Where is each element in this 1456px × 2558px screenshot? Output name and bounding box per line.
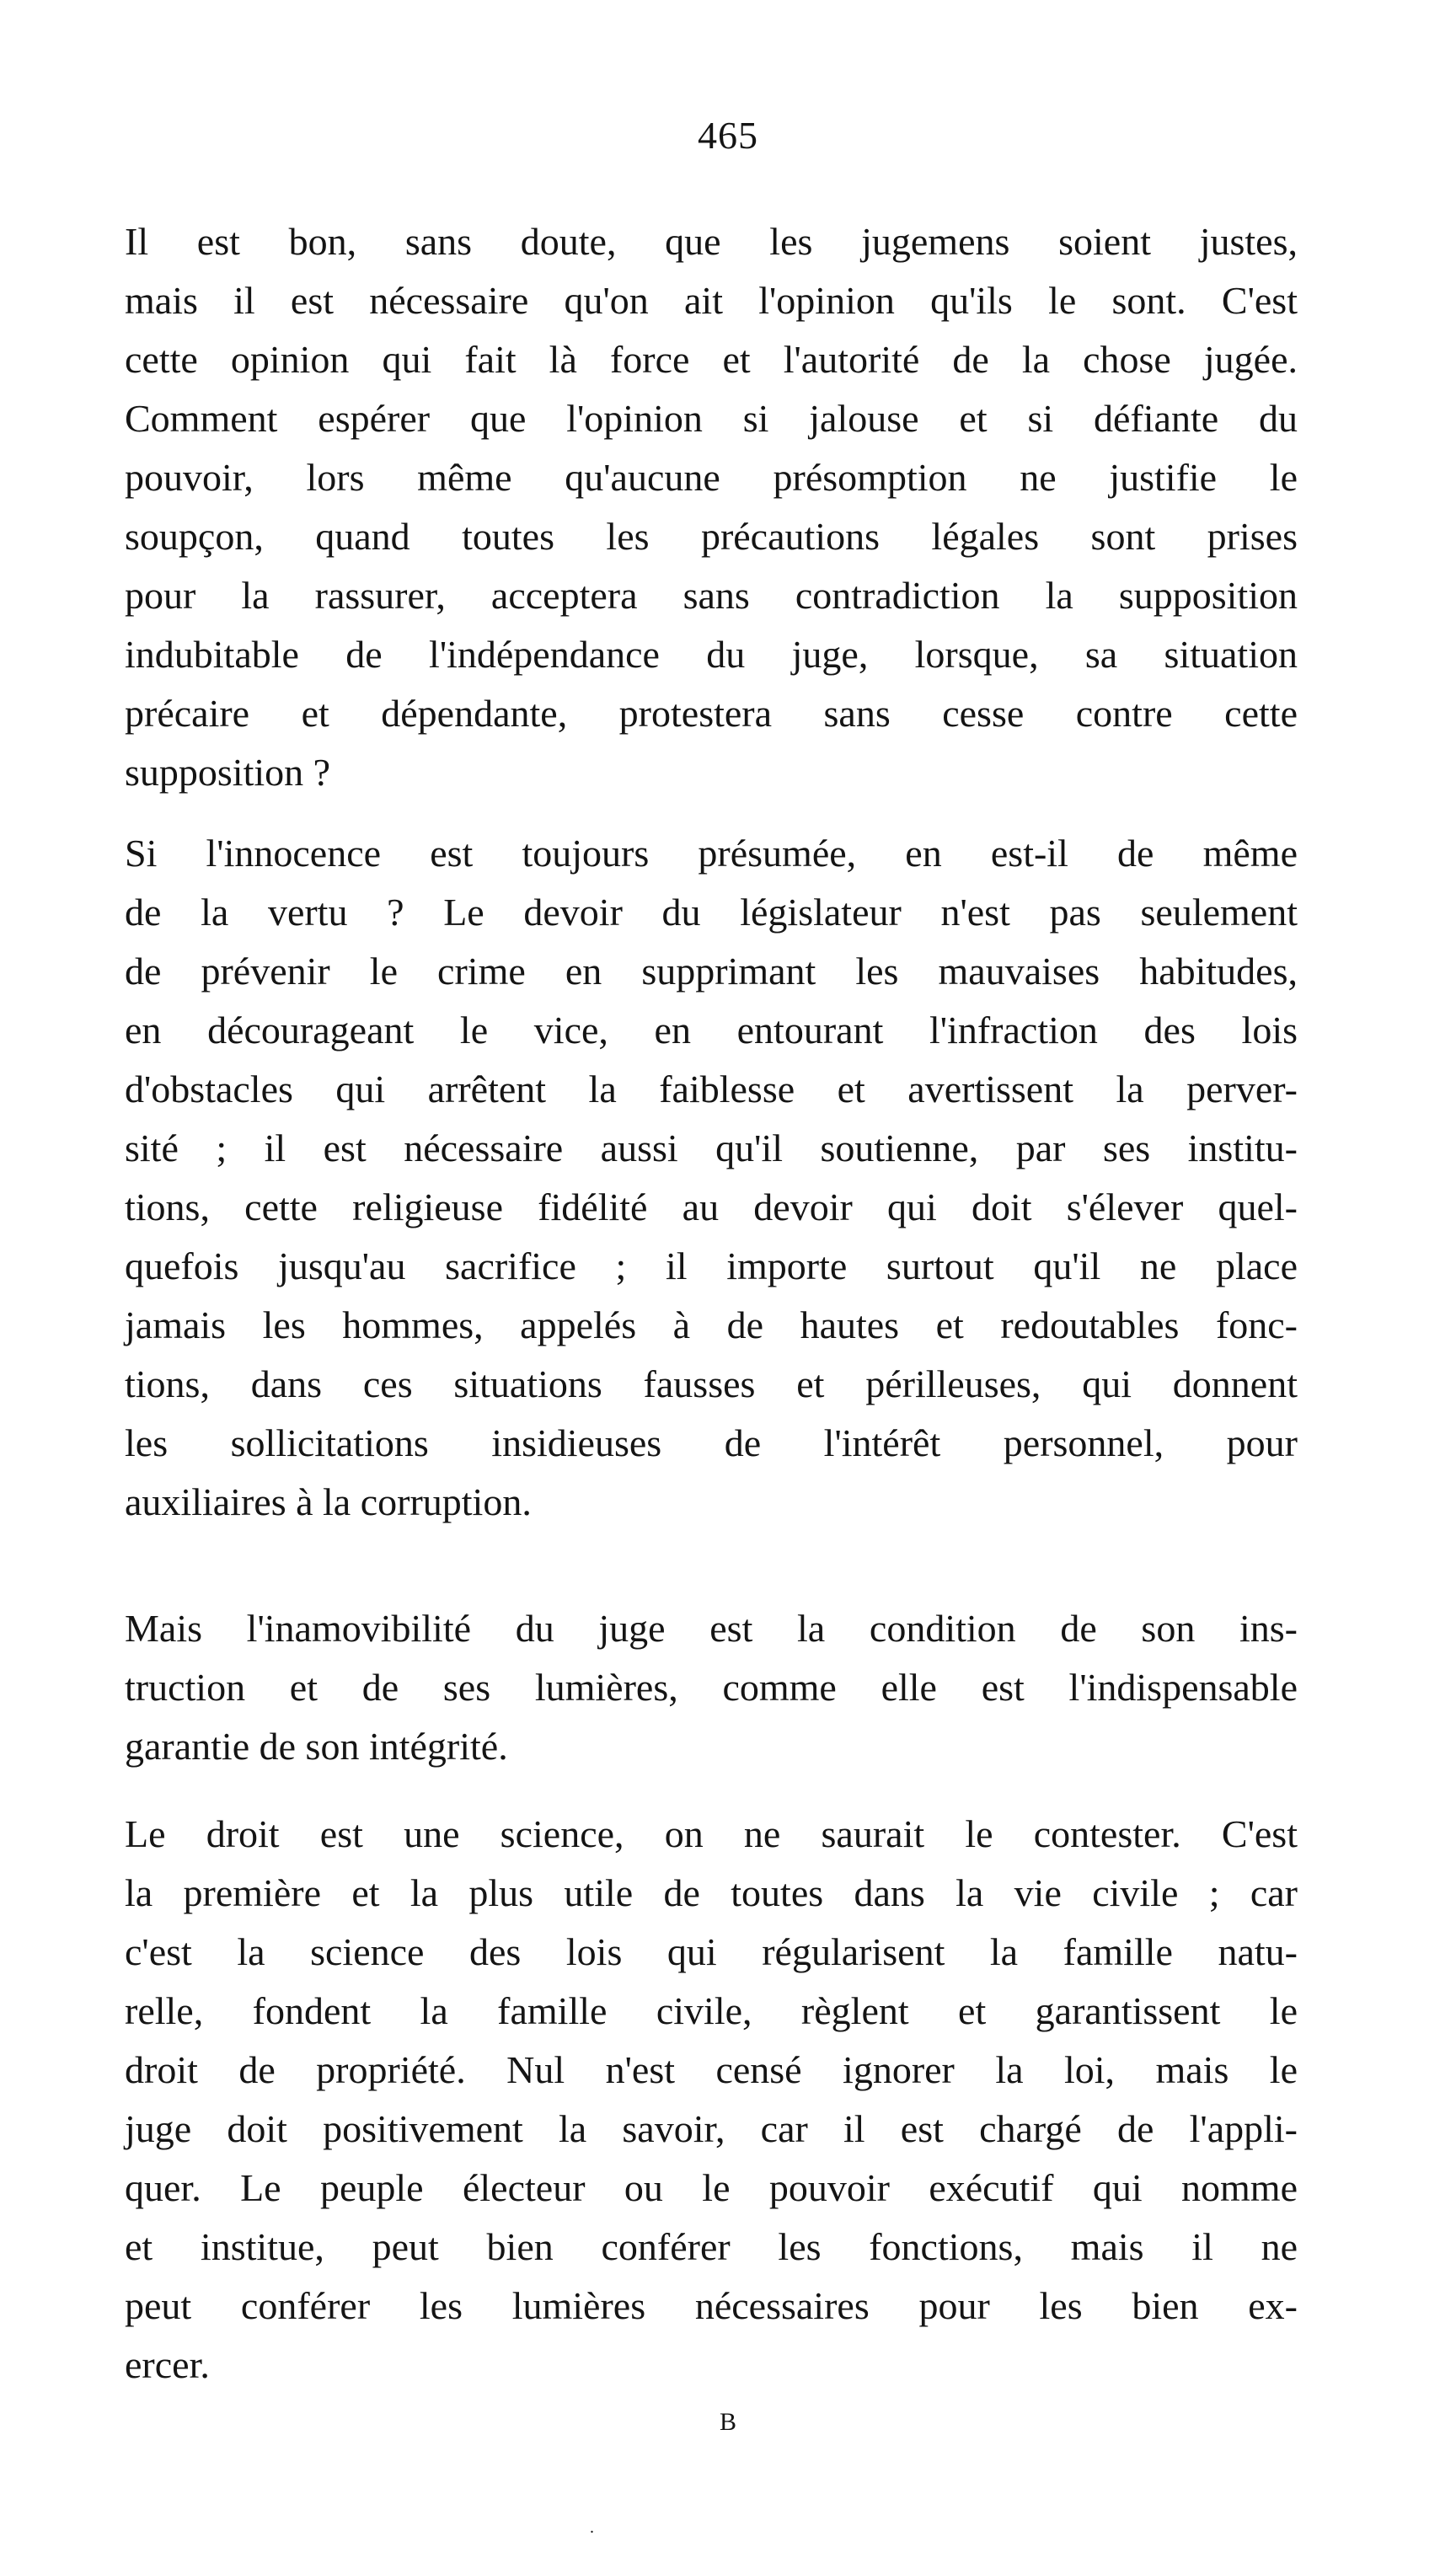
text-line: juge doit positivement la savoir, car il est chargé de l'appli- [125,2107,1298,2150]
text-line: Il est bon, sans doute, que les jugemens soient justes, [125,220,1298,263]
text-line: jamais les hommes, appelés à de hautes et redoutables fonc- [125,1303,1298,1346]
text-line: peut conférer les lumières nécessaires pour les bien ex- [125,2284,1298,2327]
text-line: cette opinion qui fait là force et l'autorité de la chose jugée. [125,338,1298,381]
text-line: quefois jusqu'au sacrifice ; il importe surtout qu'il ne place [125,1244,1298,1287]
text-line: pouvoir, lors même qu'aucune présomption ne justifie le [125,456,1298,499]
text-line: soupçon, quand toutes les précautions légales sont prises [125,515,1298,558]
text-line: de prévenir le crime en supprimant les mauvaises habitudes, [125,950,1298,993]
text-line: Le droit est une science, on ne saurait le contester. C'est [125,1812,1298,1855]
paragraph-2 [125,824,1298,1532]
text-line: truction et de ses lumières, comme elle est l'indispensable [125,1666,1298,1709]
text-line: pour la rassurer, acceptera sans contradiction la supposition [125,574,1298,617]
ink-speck: . [590,2518,594,2537]
text-line: relle, fondent la famille civile, règlent et garantissent le [125,1989,1298,2032]
text-line: indubitable de l'indépendance du juge, lorsque, sa situation [125,633,1298,676]
signature-mark: B [719,2408,736,2436]
text-line: garantie de son intégrité. [125,1725,508,1768]
text-line: Si l'innocence est toujours présumée, en est-il de même [125,832,1298,875]
text-line: Mais l'inamovibilité du juge est la condition de son ins- [125,1607,1298,1650]
text-line: tions, cette religieuse fidélité au devoir qui doit s'élever quel- [125,1185,1298,1228]
paragraph-4 [125,1805,1298,2395]
text-line: les sollicitations insidieuses de l'intérêt personnel, pour [125,1421,1298,1464]
text-line: la première et la plus utile de toutes dans la vie civile ; car [125,1871,1298,1914]
text-line: d'obstacles qui arrêtent la faiblesse et avertissent la perver- [125,1068,1298,1110]
text-line: mais il est nécessaire qu'on ait l'opinion qu'ils le sont. C'est [125,279,1298,322]
text-line: c'est la science des lois qui régularisent la famille natu- [125,1930,1298,1973]
text-line: précaire et dépendante, protestera sans cesse contre cette [125,692,1298,735]
text-line: sité ; il est nécessaire aussi qu'il soutienne, par ses institu- [125,1126,1298,1169]
text-line: auxiliaires à la corruption. [125,1480,532,1523]
text-line: supposition ? [125,751,331,794]
text-line: ercer. [125,2343,210,2386]
text-line: Comment espérer que l'opinion si jalouse et si défiante du [125,397,1298,440]
text-line: en décourageant le vice, en entourant l'infraction des lois [125,1009,1298,1052]
page-number: 465 [698,114,758,157]
text-line: et institue, peut bien conférer les fonctions, mais il ne [125,2225,1298,2268]
paragraph-1 [125,212,1298,802]
paragraph-3 [125,1599,1298,1776]
text-line: droit de propriété. Nul n'est censé ignorer la loi, mais le [125,2048,1298,2091]
text-line: de la vertu ? Le devoir du législateur n'est pas seulement [125,891,1298,934]
text-line: tions, dans ces situations fausses et périlleuses, qui donnent [125,1362,1298,1405]
text-line: quer. Le peuple électeur ou le pouvoir exécutif qui nomme [125,2166,1298,2209]
